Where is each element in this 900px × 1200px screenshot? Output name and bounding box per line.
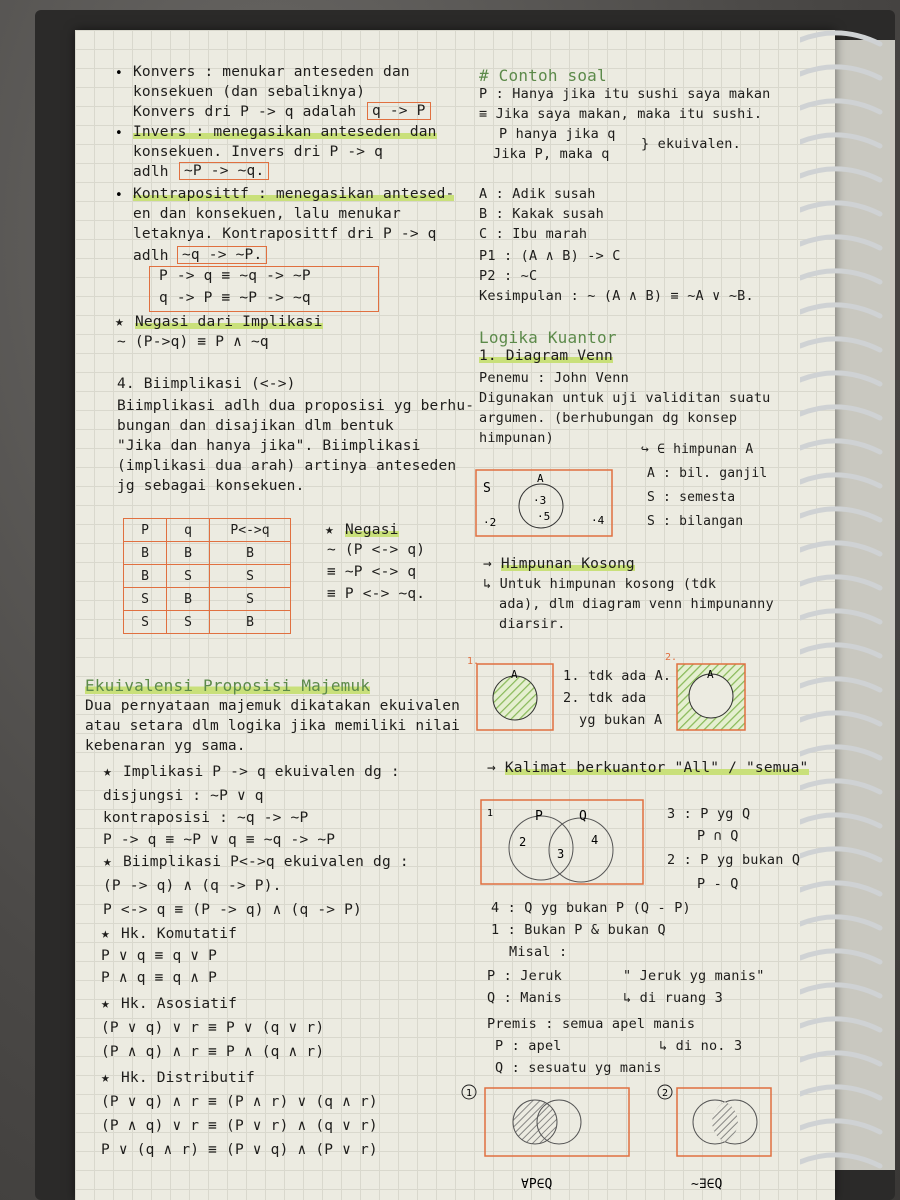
bullet-dot: •	[115, 66, 123, 81]
star-icon: ★	[103, 764, 112, 780]
element-5: ·5	[537, 510, 551, 523]
empty-note-3: yg bukan A	[579, 712, 663, 728]
truth-cell: B	[167, 588, 210, 611]
truth-header: P	[124, 519, 167, 542]
venn-line-3: argumen. (berhubungan dg konsep	[479, 410, 738, 426]
premis-location: ↳ di no. 3	[659, 1038, 743, 1054]
ring-6	[800, 203, 880, 214]
truth-table	[123, 518, 291, 634]
ring-19	[800, 645, 880, 656]
biimplikasi-line-4: (implikasi dua arah) artinya anteseden	[117, 458, 457, 474]
ring-4	[800, 135, 880, 146]
legend-a: A : bil. ganjil	[647, 466, 768, 481]
contoh-line-4: Jika P, maka q	[493, 146, 610, 162]
biimplikasi-line-1: Biimplikasi adlh dua proposisi yg berhu-	[117, 398, 475, 414]
venn-diagram-example	[475, 468, 615, 540]
distributif-title: Hk. Distributif	[121, 1070, 255, 1086]
curved-arrow-icon: ↳	[623, 990, 640, 1006]
truth-header: q	[167, 519, 210, 542]
truth-cell: S	[210, 588, 291, 611]
truth-cell: S	[124, 588, 167, 611]
venn-line-4: himpunan)	[479, 430, 554, 446]
logika-kuantor-title: Logika Kuantor	[479, 328, 617, 347]
truth-cell: B	[210, 542, 291, 565]
example-q: Q : Manis	[487, 990, 562, 1006]
premis-p: P : apel	[495, 1038, 562, 1054]
ring-12	[800, 407, 880, 418]
ekuivalensi-line-4: Implikasi P -> q ekuivalen dg :	[123, 764, 400, 780]
premise-c: C : Ibu marah	[479, 226, 588, 242]
diagram-badge-2-label: 2	[662, 1088, 669, 1099]
biimplikasi-line-3: "Jika dan hanya jika". Biimplikasi	[117, 438, 421, 454]
region-3-set: P ∩ Q	[697, 828, 739, 844]
venn-pq-diagram	[479, 796, 647, 888]
ring-17	[800, 577, 880, 588]
kalimat-berkuantor: → Kalimat berkuantor "All" / "semua"	[487, 760, 809, 776]
premis-line: Premis : semua apel manis	[487, 1016, 696, 1032]
invers-line-1: Invers : menegasikan anteseden dan	[133, 124, 437, 140]
ring-15	[800, 509, 880, 520]
label-p: P	[535, 809, 543, 824]
contoh-equivalent-note: } ekuivalen.	[641, 136, 741, 152]
ring-32	[800, 1087, 880, 1098]
truth-cell: B	[124, 565, 167, 588]
ekuivalensi-line-6: kontraposisi : ~q -> ~P	[103, 810, 309, 826]
konvers-answer-box: q -> P	[367, 102, 431, 120]
invers-line-3: adlh	[133, 164, 169, 180]
ring-34	[800, 1155, 880, 1166]
komutatif-line-2: P ∧ q ≡ q ∧ P	[101, 970, 218, 986]
ring-26	[800, 883, 880, 894]
label-q: Q	[579, 809, 587, 824]
negasi-line-3: ≡ P <-> ~q.	[327, 586, 426, 602]
equivalence-line-2: q -> P ≡ ~P -> ~q	[159, 290, 311, 306]
negasi-line-1: ~ (P <-> q)	[327, 542, 426, 558]
diagram-1-caption: ∀P∈Q	[521, 1177, 553, 1192]
legend-s-semesta: S : semesta	[647, 490, 736, 505]
truth-cell: S	[210, 565, 291, 588]
star-icon: ★	[101, 926, 110, 942]
ekuivalensi-line-1: Dua pernyataan majemuk dikatakan ekuivalen	[85, 698, 461, 714]
diagram-2-caption: ~∃∈Q	[691, 1177, 723, 1192]
venn-pq-rect	[481, 800, 643, 884]
ring-28	[800, 951, 880, 962]
diagram-1-circle-p	[513, 1100, 557, 1144]
distributif-line-2: (P ∧ q) ∨ r ≡ (P ∨ r) ∧ (q ∨ r)	[101, 1118, 378, 1134]
legend-s-bilangan: S : bilangan	[647, 514, 744, 529]
distributif-line-1: (P ∨ q) ∧ r ≡ (P ∧ r) ∨ (q ∧ r)	[101, 1094, 378, 1110]
diagram-1-shaded-circle	[493, 676, 537, 720]
ring-22	[800, 747, 880, 758]
biimplikasi-line-2: bungan dan disajikan dlm bentuk	[117, 418, 394, 434]
region-4: 4	[591, 833, 599, 847]
ring-1	[800, 33, 880, 44]
ring-18	[800, 611, 880, 622]
ring-10	[800, 339, 880, 350]
element-3: ·3	[533, 494, 547, 507]
diagram-badge-1-label: 1	[466, 1088, 473, 1099]
ring-27	[800, 917, 880, 928]
bullet-dot: •	[115, 188, 123, 203]
region-4-note: 4 : Q yg bukan P (Q - P)	[491, 900, 691, 916]
universe-label: S	[483, 481, 491, 496]
himpunan-kosong-title: → Himpunan Kosong	[483, 556, 635, 572]
kontra-answer-box: ~q -> ~P.	[177, 246, 267, 264]
konvers-line-3: Konvers dri P -> q adalah	[133, 104, 357, 120]
diagram-number-2: 2.	[665, 652, 678, 663]
negasi-line-2: ≡ ~P <-> q	[327, 564, 417, 580]
empty-note-1: 1. tdk ada A.	[563, 668, 672, 684]
bullet-dot: •	[115, 126, 123, 141]
equivalence-line-1: P -> q ≡ ~q -> ~P	[159, 268, 311, 284]
ring-7	[800, 237, 880, 248]
ring-29	[800, 985, 880, 996]
negasi-implikasi-formula: ~ (P->q) ≡ P ∧ ~q	[117, 334, 269, 350]
konvers-line-2: konsekuen (dan sebaliknya)	[133, 84, 366, 100]
arrow-icon: →	[483, 556, 501, 572]
asosiatif-title: Hk. Asosiatif	[121, 996, 238, 1012]
contoh-line-1: P : Hanya jika itu sushi saya makan	[479, 86, 771, 102]
ring-16	[800, 543, 880, 554]
ekuivalensi-title: Ekuivalensi Proposisi Majemuk	[85, 676, 371, 695]
truth-cell: B	[124, 542, 167, 565]
kosong-line-2: ada), dlm diagram venn himpunanny	[499, 596, 774, 612]
premise-a: A : Adik susah	[479, 186, 596, 202]
set-a-label: A	[537, 472, 544, 485]
invers-line-2: konsekuen. Invers dri P -> q	[133, 144, 384, 160]
notebook-page	[75, 30, 835, 1200]
contoh-line-2: ≡ Jika saya makan, maka itu sushi.	[479, 106, 763, 122]
truth-cell: B	[210, 611, 291, 634]
example-phrase: " Jeruk yg manis"	[623, 968, 765, 984]
arrow-icon: →	[487, 760, 505, 776]
truth-cell: B	[167, 542, 210, 565]
truth-cell: S	[167, 611, 210, 634]
star-icon: ★	[101, 996, 110, 1012]
kontra-line-3: letaknya. Kontraposittf dri P -> q	[133, 226, 437, 242]
quantifier-diagrams	[459, 1082, 775, 1200]
example-region: ↳ di ruang 3	[623, 990, 723, 1006]
ring-9	[800, 305, 880, 316]
asosiatif-line-2: (P ∧ q) ∧ r ≡ P ∧ (q ∧ r)	[101, 1044, 325, 1060]
ring-8	[800, 271, 880, 282]
truth-header: P<->q	[210, 519, 291, 542]
star-icon: ★	[103, 854, 112, 870]
misal-label: Misal :	[509, 944, 568, 960]
ring-20	[800, 679, 880, 690]
invers-answer-box: ~P -> ~q.	[179, 162, 269, 180]
kosong-line-1: ↳ Untuk himpunan kosong (tdk	[483, 576, 717, 592]
komutatif-title: Hk. Komutatif	[121, 926, 238, 942]
ekuivalensi-line-8: Biimplikasi P<->q ekuivalen dg :	[123, 854, 409, 870]
diagram-2-intersection	[712, 1102, 738, 1142]
ekuivalensi-line-3: kebenaran yg sama.	[85, 738, 246, 754]
biimplikasi-title: 4. Biimplikasi (<->)	[117, 376, 296, 392]
ekuivalensi-line-2: atau setara dlm logika jika memiliki nilai	[85, 718, 461, 734]
ring-33	[800, 1121, 880, 1132]
ekuivalensi-line-10: P <-> q ≡ (P -> q) ∧ (q -> P)	[103, 902, 362, 918]
ring-23	[800, 781, 880, 792]
conclusion: Kesimpulan : ~ (A ∧ B) ≡ ~A ∨ ~B.	[479, 288, 754, 304]
asosiatif-line-1: (P ∨ q) ∨ r ≡ P ∨ (q ∨ r)	[101, 1020, 325, 1036]
diagram-2-label: A	[707, 668, 714, 681]
distributif-line-3: P ∨ (q ∧ r) ≡ (P ∨ q) ∧ (P ∨ r)	[101, 1142, 378, 1158]
premis-q: Q : sesuatu yg manis	[495, 1060, 662, 1076]
biimplikasi-line-5: jg sebagai konsekuen.	[117, 478, 305, 494]
ring-21	[800, 713, 880, 724]
diagram-1-label: A	[511, 668, 518, 681]
region-3-note: 3 : P yg Q	[667, 806, 751, 822]
star-icon: ★	[101, 1070, 110, 1086]
star-icon: ★	[325, 522, 334, 538]
region-1: 1	[487, 808, 494, 819]
truth-cell: S	[124, 611, 167, 634]
curved-arrow-icon: ↳	[659, 1038, 676, 1054]
konvers-line-1: Konvers : menukar anteseden dan	[133, 64, 410, 80]
ring-5	[800, 169, 880, 180]
kosong-line-3: diarsir.	[499, 616, 566, 632]
ring-14	[800, 475, 880, 486]
example-p: P : Jeruk	[487, 968, 562, 984]
region-2: 2	[519, 835, 527, 849]
negasi-implikasi-title: Negasi dari Implikasi	[135, 314, 323, 330]
ekuivalensi-line-5: disjungsi : ~P ∨ q	[103, 788, 264, 804]
kontra-line-1: Kontraposittf : menegasikan antesed-	[133, 186, 455, 202]
premise-p1: P1 : (A ∧ B) -> C	[479, 248, 621, 264]
element-2: ·2	[483, 516, 497, 529]
legend-element-of: ↪ ∈ himpunan A	[641, 442, 754, 457]
ekuivalensi-line-9: (P -> q) ∧ (q -> P).	[103, 878, 282, 894]
komutatif-line-1: P ∨ q ≡ q ∨ P	[101, 948, 218, 964]
kontra-line-2: en dan konsekuen, lalu menukar	[133, 206, 401, 222]
premise-b: B : Kakak susah	[479, 206, 604, 222]
region-3: 3	[557, 847, 565, 861]
contoh-line-3: P hanya jika q	[499, 126, 616, 142]
venn-line-1: Penemu : John Venn	[479, 370, 629, 386]
spiral-binding	[800, 30, 900, 1180]
negasi-title: Negasi	[345, 522, 399, 538]
ring-13	[800, 441, 880, 452]
region-2-set: P - Q	[697, 876, 739, 892]
region-2-note: 2 : P yg bukan Q	[667, 852, 801, 868]
diagram-venn-title: 1. Diagram Venn	[479, 348, 613, 364]
venn-line-2: Digunakan untuk uji validitan suatu	[479, 390, 771, 406]
ring-30	[800, 1019, 880, 1030]
truth-cell: S	[167, 565, 210, 588]
element-4: ·4	[591, 514, 605, 527]
star-icon: ★	[115, 314, 124, 330]
curved-arrow-icon: ↪	[641, 442, 658, 457]
ekuivalensi-line-7: P -> q ≡ ~P ∨ q ≡ ~q -> ~P	[103, 832, 336, 848]
ring-3	[800, 101, 880, 112]
empty-note-2: 2. tdk ada	[563, 690, 647, 706]
diagram-number-1: 1.	[467, 656, 480, 667]
premise-p2: P2 : ~C	[479, 268, 538, 284]
ring-2	[800, 67, 880, 78]
ring-31	[800, 1053, 880, 1064]
kontra-line-4: adlh	[133, 248, 169, 264]
ring-25	[800, 849, 880, 860]
contoh-soal-title: # Contoh soal	[479, 66, 607, 85]
ring-11	[800, 373, 880, 384]
region-1-note: 1 : Bukan P & bukan Q	[491, 922, 666, 938]
ring-24	[800, 815, 880, 826]
curved-arrow-icon: ↳	[483, 576, 500, 592]
